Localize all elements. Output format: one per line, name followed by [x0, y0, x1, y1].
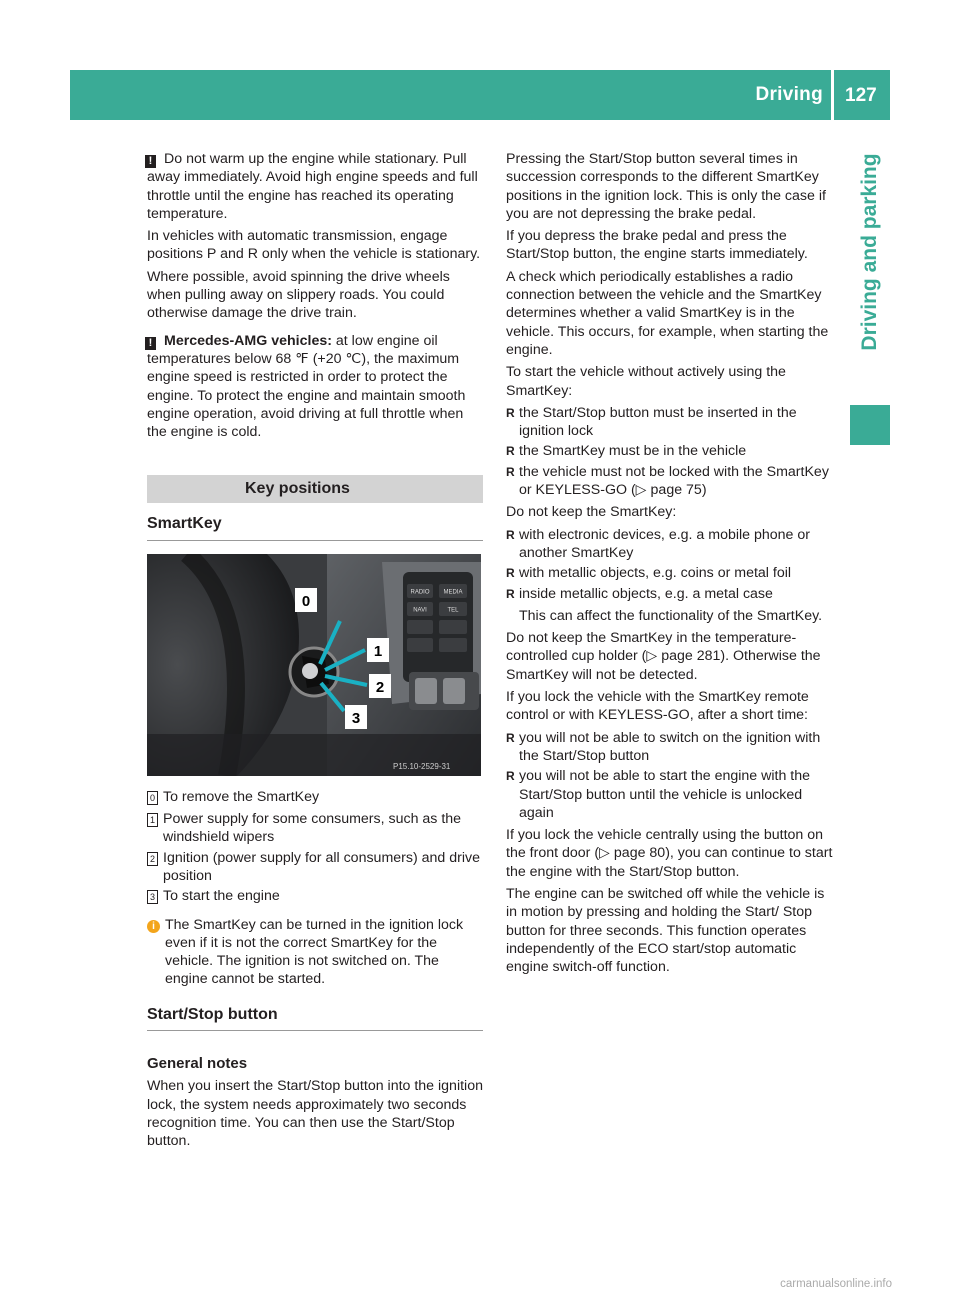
bullet-list-start-conditions — [506, 404, 834, 499]
list-item: R with metallic objects, e.g. coins or metal foil — [506, 564, 834, 582]
list-item: R you will not be able to start the engine with the Start/Stop button until the vehicle is unlocked again — [506, 767, 834, 822]
legend-text: Ignition (power supply for all consumers) and drive position — [163, 849, 481, 884]
warning-1-para-2: In vehicles with automatic transmission, engage positions P and R only when the vehicle is stationary. — [147, 228, 481, 263]
warning-block-2 — [147, 332, 483, 442]
figure-code: P15.10-2529-31 — [393, 761, 451, 771]
right-para-4: To start the vehicle without actively using the SmartKey: — [506, 364, 786, 399]
media-button-label: MEDIA — [443, 589, 463, 596]
list-item: R the SmartKey must be in the vehicle — [506, 442, 834, 460]
list2-note: This can affect the functionality of the SmartKey. — [519, 607, 823, 624]
list-item: R inside metallic objects, e.g. a metal case — [506, 585, 834, 603]
figure-legend — [147, 788, 483, 908]
radio-button-label: RADIO — [410, 589, 430, 596]
warning-2-text: at low engine oil temperatures below 68 ℉ (+20 ℃), the maximum engine speed is restricted in order to protect the engine. To protect the engine and maintain smooth engine operation, avoid driving at full throttle when the engine is cold. — [147, 332, 466, 441]
right-para-8: If you lock the vehicle centrally using the button on the front door (▷ page 80), you can continue to start the engine with the Start/Stop button. — [506, 827, 833, 880]
bullet-list-storage — [506, 526, 834, 603]
section-banner-key-positions: Key positions — [147, 475, 483, 503]
legend-number: 3 — [147, 890, 158, 904]
header-separator — [831, 70, 834, 120]
subsection-start-stop: Start/Stop button — [147, 1006, 483, 1031]
left-column — [147, 150, 483, 1155]
warning-icon: ! — [145, 155, 156, 168]
bullet-list-locked — [506, 729, 834, 822]
warning-icon: ! — [145, 337, 156, 350]
tel-button-label: TEL — [447, 607, 459, 614]
warning-2-bold: Mercedes-AMG vehicles: — [164, 332, 332, 349]
list-item: R the vehicle must not be locked with the SmartKey or KEYLESS-GO (▷ page 75) — [506, 463, 834, 500]
subsection-smartkey: SmartKey — [147, 515, 483, 540]
side-tab-marker — [850, 405, 890, 445]
navi-button-label: NAVI — [413, 607, 427, 614]
legend-text: To remove the SmartKey — [163, 788, 320, 805]
general-notes-heading: General notes — [147, 1055, 248, 1073]
callout-1: 1 — [373, 642, 383, 660]
legend-number: 1 — [147, 813, 158, 827]
right-para-9: The engine can be switched off while the vehicle is in motion by pressing and holding the Start/ Stop button for three seconds. This function operates independently of the ECO start/stop automatic engine switch-off function. — [506, 885, 825, 976]
callout-0: 0 — [301, 592, 311, 610]
list-item: R with electronic devices, e.g. a mobile phone or another SmartKey — [506, 526, 834, 563]
list-item: R the Start/Stop button must be inserted in the ignition lock — [506, 404, 834, 441]
warning-1-para-3: Where possible, avoid spinning the drive wheels when pulling away on slippery roads. You could otherwise damage the drive train. — [147, 268, 450, 322]
right-para-1: Pressing the Start/Stop button several times in succession corresponds to the different SmartKey positions in the ignition lock. This is only the case if you are not depressing the brake pedal. — [506, 151, 826, 222]
legend-row — [147, 810, 483, 847]
right-para-7: If you lock the vehicle with the SmartKey remote control or with KEYLESS-GO, after a short time: — [506, 689, 809, 724]
warning-block-1 — [147, 150, 483, 223]
info-text: The SmartKey can be turned in the ignition lock even if it is not the correct SmartKey for the vehicle. The ignition is not switched on. The engine cannot be started. — [165, 916, 464, 988]
right-para-3: A check which periodically establishes a radio connection between the vehicle and the SmartKey determines whether a valid SmartKey is in the vehicle. This occurs, for example, when starting the engine. — [506, 268, 829, 358]
smartkey-figure — [147, 554, 481, 776]
page-number: 127 — [845, 85, 877, 106]
legend-row — [147, 887, 483, 907]
legend-row — [147, 849, 483, 886]
legend-number: 2 — [147, 852, 158, 866]
right-column — [506, 150, 834, 980]
right-para-5: Do not keep the SmartKey: — [506, 504, 677, 521]
callout-2: 2 — [375, 678, 385, 696]
list-item: R you will not be able to switch on the ignition with the Start/Stop button — [506, 729, 834, 766]
info-icon: i — [147, 920, 160, 933]
info-note — [147, 916, 483, 989]
callout-3: 3 — [351, 709, 361, 727]
header-section-title: Driving — [755, 84, 823, 105]
legend-row — [147, 788, 483, 808]
ignition-illustration — [147, 554, 481, 776]
right-para-2: If you depress the brake pedal and press the Start/Stop button, the engine starts immediately. — [506, 228, 808, 263]
legend-number: 0 — [147, 791, 158, 805]
side-tab-label: Driving and parking — [858, 153, 881, 351]
warning-1-text: Do not warm up the engine while stationary. Pull away immediately. Avoid high engine speeds and full throttle until the engine has reached its operating temperature. — [147, 151, 478, 222]
legend-text: Power supply for some consumers, such as the windshield wipers — [163, 811, 462, 846]
right-para-6: Do not keep the SmartKey in the temperature-controlled cup holder (▷ page 281). Otherwise the SmartKey will not be detected. — [506, 630, 821, 683]
general-notes-text: When you insert the Start/Stop button into the ignition lock, the system needs approximately two seconds recognition time. You can then use the Start/Stop button. — [147, 1078, 483, 1150]
watermark: carmanualsonline.info — [780, 1278, 892, 1290]
legend-text: To start the engine — [163, 888, 280, 905]
